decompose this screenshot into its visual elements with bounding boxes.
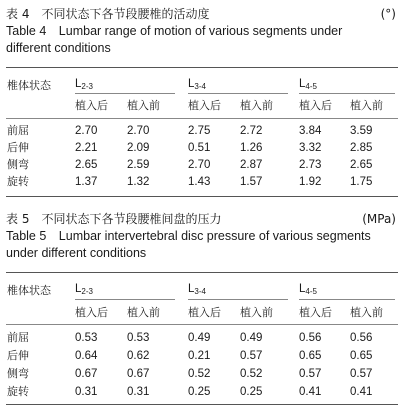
table-cell: 0.53 (75, 332, 98, 344)
table-cell: 2.21 (75, 142, 98, 154)
table5-caption (6, 211, 396, 262)
table-cell: 0.62 (127, 350, 150, 362)
table-cell: 2.70 (127, 125, 150, 137)
table-cell: 3.84 (299, 125, 322, 137)
table-cell: 1.32 (127, 176, 150, 188)
table-cell: 0.25 (240, 386, 263, 398)
table-cell: 3.32 (299, 142, 322, 154)
table4-title-cn: 表 4 不同状态下各节段腰椎的活动度 (6, 7, 210, 21)
table-cell: 2.87 (240, 159, 263, 171)
table5-segment-l3-4: $L_{3-4}$ (188, 283, 206, 296)
table4-segment-l2-3-underline (75, 93, 175, 94)
table-cell: 1.43 (188, 176, 211, 188)
table5-segment-l3-4-underline (188, 299, 288, 300)
table4-col-before-2: 植入前 (240, 99, 273, 112)
table-cell: 0.25 (188, 386, 211, 398)
table-cell: 2.65 (350, 159, 373, 171)
table5-col-after-2: 植入后 (188, 306, 221, 319)
table-cell: 0.67 (75, 368, 98, 380)
table5-title-en-line2: under different conditions (6, 246, 147, 260)
table5-unit: (MPa) (362, 212, 396, 226)
table-cell: 0.53 (127, 332, 150, 344)
table5-col-after-3: 植入后 (299, 306, 332, 319)
table-cell: 2.70 (75, 125, 98, 137)
table-cell: 1.75 (350, 176, 373, 188)
row-label: 前屈 (7, 124, 29, 137)
table-cell: 0.56 (350, 332, 373, 344)
table5-col-before-2: 植入前 (240, 306, 273, 319)
table-cell: 0.57 (299, 368, 322, 380)
table5-segment-l2-3: $L_{2-3}$ (75, 283, 93, 296)
row-label: 后伸 (7, 141, 29, 154)
table5-segment-l2-3-underline (75, 299, 175, 300)
table-cell: 0.49 (240, 332, 263, 344)
row-label: 侧弯 (7, 367, 29, 380)
row-label: 侧弯 (7, 158, 29, 171)
table-cell: 0.65 (299, 350, 322, 362)
table-cell: 1.92 (299, 176, 322, 188)
row-label: 旋转 (7, 385, 29, 398)
table4-bottom-rule (6, 196, 398, 197)
table-cell: 0.56 (299, 332, 322, 344)
table-cell: 2.09 (127, 142, 150, 154)
table4-col-before-3: 植入前 (350, 99, 383, 112)
table4-segment-l4-5-underline (299, 93, 395, 94)
table4-title-en-line2: different conditions (6, 41, 111, 55)
table5-segment-l4-5-underline (299, 299, 395, 300)
table-cell: 0.57 (350, 368, 373, 380)
table-cell: 0.31 (75, 386, 98, 398)
table-cell: 0.41 (350, 386, 373, 398)
table4-header-rule (6, 118, 398, 119)
table-cell: 2.72 (240, 125, 263, 137)
table-cell: 2.59 (127, 159, 150, 171)
table-cell: 0.52 (188, 368, 211, 380)
table5-row-header: 椎体状态 (7, 284, 51, 297)
table5-col-before-1: 植入前 (127, 306, 160, 319)
table5-header-rule (6, 324, 398, 325)
table5-bottom-rule (6, 404, 398, 405)
table4-col-after-1: 植入后 (75, 99, 108, 112)
table-cell: 3.59 (350, 125, 373, 137)
table-cell: 2.75 (188, 125, 211, 137)
table-cell: 1.37 (75, 176, 98, 188)
table-cell: 2.85 (350, 142, 373, 154)
table-cell: 2.73 (299, 159, 322, 171)
table4-col-after-2: 植入后 (188, 99, 221, 112)
row-label: 后伸 (7, 349, 29, 362)
table4-col-after-3: 植入后 (299, 99, 332, 112)
table4-col-before-1: 植入前 (127, 99, 160, 112)
table-cell: 0.31 (127, 386, 150, 398)
table-cell: 0.49 (188, 332, 211, 344)
table4-segment-l4-5: $L_{4-5}$ (299, 78, 317, 91)
table-cell: 0.57 (240, 350, 263, 362)
table-cell: 0.67 (127, 368, 150, 380)
table-cell: 0.21 (188, 350, 211, 362)
table-cell: 0.52 (240, 368, 263, 380)
table4-segment-l3-4: $L_{3-4}$ (188, 78, 206, 91)
table5-col-before-3: 植入前 (350, 306, 383, 319)
table5-col-after-1: 植入后 (75, 306, 108, 319)
table-cell: 0.64 (75, 350, 98, 362)
table4-title-en-line1: Table 4 Lumbar range of motion of various segments under (6, 24, 343, 38)
table-cell: 0.51 (188, 142, 211, 154)
row-label: 旋转 (7, 175, 29, 188)
table4-row-header: 椎体状态 (7, 79, 51, 92)
table4-segment-l3-4-underline (188, 93, 288, 94)
table-cell: 0.41 (299, 386, 322, 398)
table4-unit: (°) (380, 7, 396, 21)
table-cell: 1.57 (240, 176, 263, 188)
table-cell: 2.70 (188, 159, 211, 171)
table-cell: 2.65 (75, 159, 98, 171)
table5-top-rule (6, 272, 398, 273)
table-cell: 1.26 (240, 142, 263, 154)
row-label: 前屈 (7, 331, 29, 344)
table5-title-en-line1: Table 5 Lumbar intervertebral disc pressure of various segments (6, 229, 371, 243)
table4-segment-l2-3: $L_{2-3}$ (75, 78, 93, 91)
table4-top-rule (6, 67, 398, 68)
table5-title-cn: 表 5 不同状态下各节段腰椎间盘的压力 (6, 212, 222, 226)
table-cell: 0.65 (350, 350, 373, 362)
table5-segment-l4-5: $L_{4-5}$ (299, 283, 317, 296)
table4-caption (6, 6, 396, 57)
